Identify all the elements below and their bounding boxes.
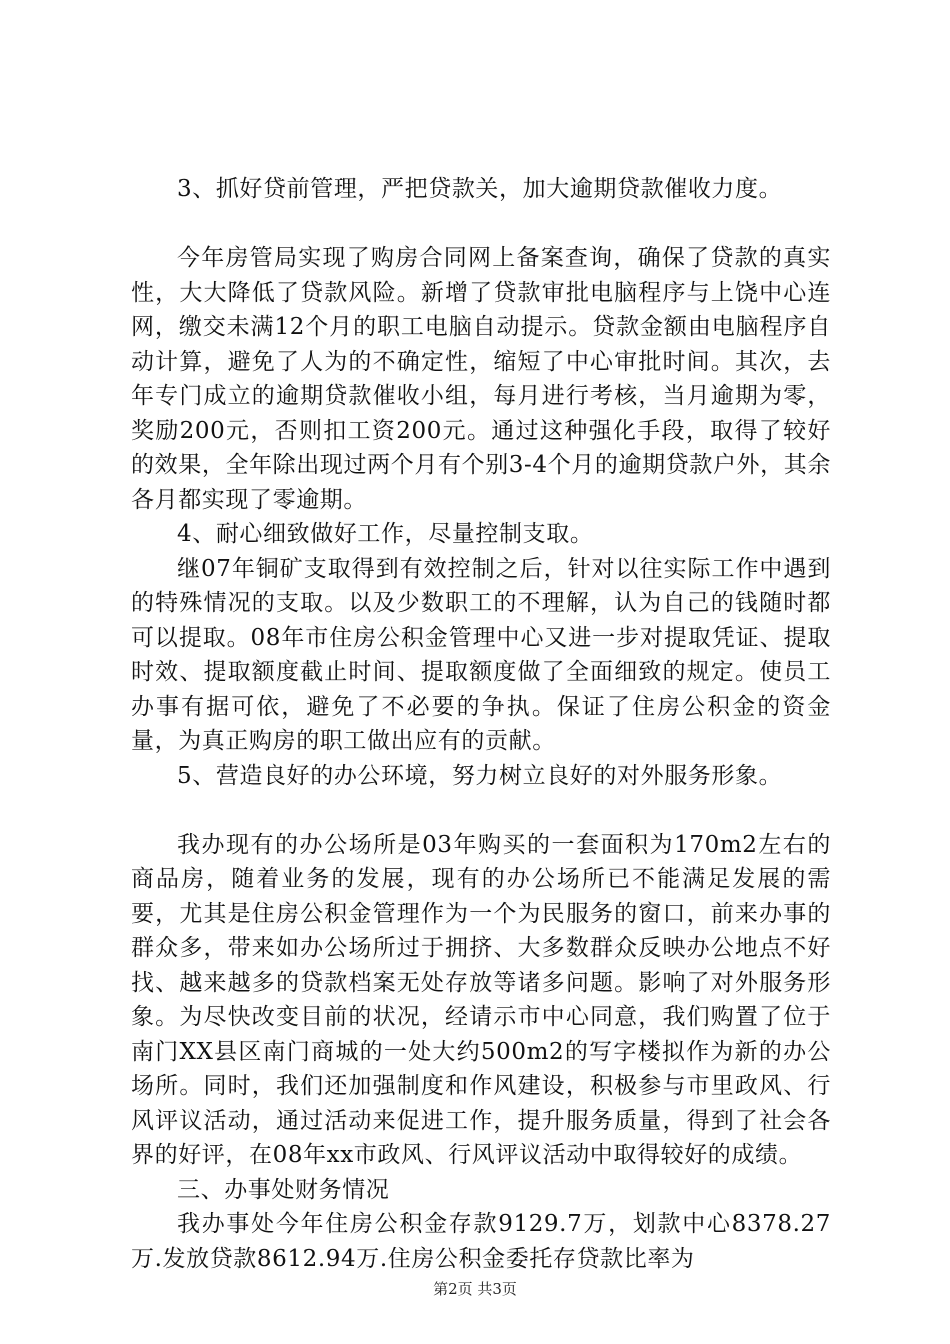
- paragraph-office-environment: 我办现有的办公场所是03年购买的一套面积为170m2左右的商品房，随着业务的发展，现有的办公场所已不能满足发展的需要，尤其是住房公积金管理作为一个为民服务的窗口，前来办事的群众多，带来如办公场所过于拥挤、大多数群众反映办公地点不好找、越来越多的贷款档案无处存放等诸多问题。影响了对外服务形象。为尽快改变目前的状况，经请示市中心同意，我们购置了位于南门XX县区南门商城的一处大约500m2的写字楼拟作为新的办公场所。同时，我们还加强制度和作风建设，积极参与市里政风、行风评议活动，通过活动来促进工作，提升服务质量，得到了社会各界的好评，在08年xx市政风、行风评议活动中取得较好的成绩。: [131, 831, 831, 1168]
- page-number-footer: 第2页 共3页: [433, 1280, 517, 1298]
- paragraph-loan-management: 今年房管局实现了购房合同网上备案查询，确保了贷款的真实性，大大降低了贷款风险。新增了贷款审批电脑程序与上饶中心连网，缴交未满12个月的职工电脑自动提示。贷款金额由电脑程序自动计算，避免了人为的不确定性，缩短了中心审批时间。其次，去年专门成立的逾期贷款催收小组，每月进行考核，当月逾期为零，奖励200元，否则扣工资200元。通过这种强化手段，取得了较好的效果，全年除出现过两个月有个别3-4个月的逾期贷款户外，其余各月都实现了零逾期。: [131, 245, 831, 513]
- paragraph-finance: 我办事处今年住房公积金存款9129.7万，划款中心8378.27万.发放贷款8612.94万.住房公积金委托存贷款比率为: [131, 1211, 831, 1272]
- paragraph-withdrawal-control: 继07年铜矿支取得到有效控制之后，针对以往实际工作中遇到的特殊情况的支取。以及少数职工的不理解，认为自己的钱随时都可以提取。08年市住房公积金管理中心又进一步对提取凭证、提取时效、提取额度截止时间、提取额度做了全面细致的规定。使员工办事有据可依，避免了不必要的争执。保证了住房公积金的资金量，为真正购房的职工做出应有的贡献。: [131, 555, 831, 754]
- section-heading-finance: 三、办事处财务情况: [177, 1176, 390, 1203]
- document-body: [131, 172, 831, 1276]
- section-heading-loan-management: 3、抓好贷前管理，严把贷款关，加大逾期贷款催收力度。: [177, 176, 783, 202]
- section-heading-office-environment: 5、营造良好的办公环境，努力树立良好的对外服务形象。: [177, 762, 783, 789]
- section-heading-withdrawal-control: 4、耐心细致做好工作，尽量控制支取。: [177, 521, 594, 547]
